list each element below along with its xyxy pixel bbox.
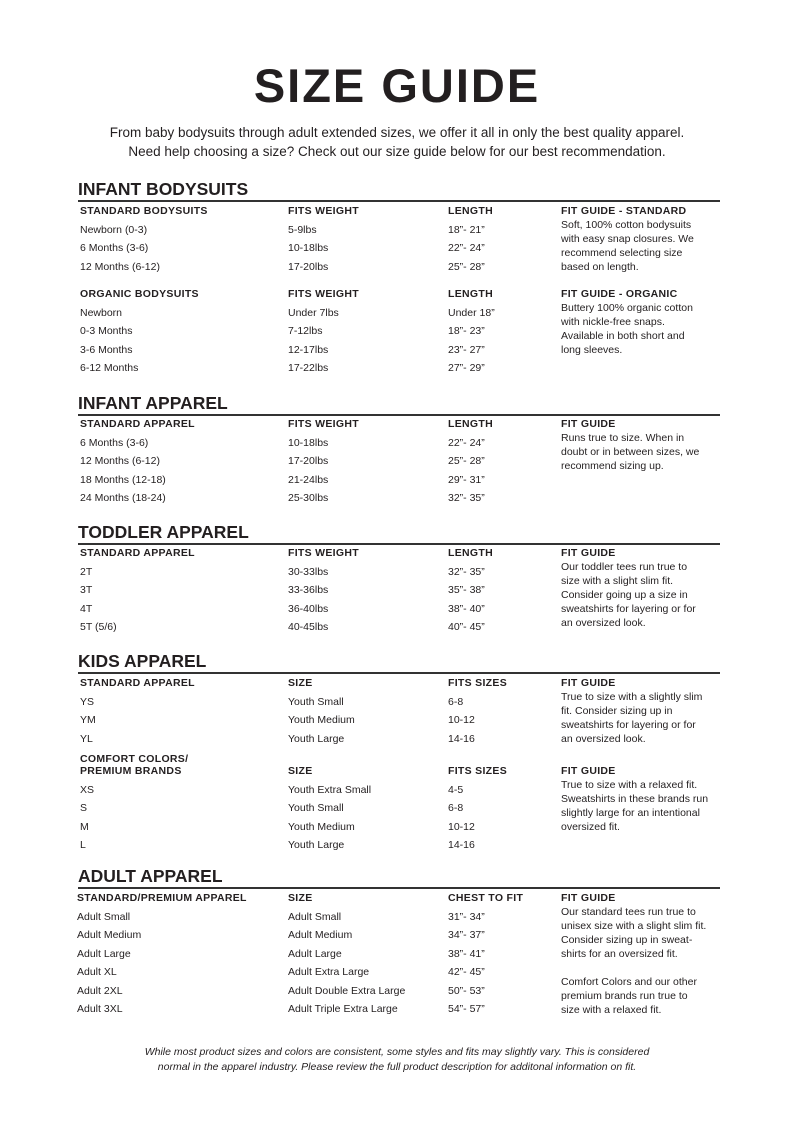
- footer-note-line-2: normal in the apparel industry. Please review the full product description for additonal information on fit.: [157, 1061, 637, 1073]
- fit-guide-text: shirts for an oversized fit.: [561, 948, 678, 960]
- table-cell: Adult Medium: [77, 929, 142, 941]
- intro-line-1: From baby bodysuits through adult extended sizes, we offer it all in only the best quality apparel.: [109, 125, 685, 140]
- column-header: CHEST TO FIT: [448, 892, 524, 904]
- table-cell: 32”- 35”: [448, 492, 485, 504]
- fit-guide-text: Our standard tees run true to: [561, 906, 696, 918]
- table-cell: Adult XL: [77, 966, 117, 978]
- table-cell: Under 7lbs: [288, 306, 339, 319]
- table-cell: 50”- 53”: [448, 984, 485, 997]
- table-cell: 25”- 28”: [448, 455, 485, 467]
- column-header: STANDARD APPAREL: [80, 547, 195, 559]
- table-cell: Youth Medium: [288, 820, 355, 833]
- section-divider: [78, 414, 720, 416]
- fit-guide-text: Soft, 100% cotton bodysuits: [561, 219, 692, 231]
- table-cell: 18”- 21”: [448, 223, 485, 236]
- table-cell: Adult Double Extra Large: [288, 984, 406, 997]
- table-cell: 40-45lbs: [288, 621, 329, 633]
- table-cell: Newborn (0-3): [80, 223, 148, 236]
- table-cell: 36-40lbs: [288, 602, 329, 615]
- column-header: SIZE: [288, 892, 313, 904]
- section-divider: [78, 672, 720, 674]
- fit-guide-text: recommend sizing up.: [561, 460, 664, 472]
- table-cell: 3T: [80, 584, 93, 596]
- table-cell: 54”- 57”: [448, 1003, 485, 1015]
- table-cell: 17-20lbs: [288, 455, 329, 467]
- table-cell: 18 Months (12-18): [80, 473, 166, 486]
- table-cell: 10-12: [448, 714, 475, 726]
- table-cell: 40”- 45”: [448, 621, 485, 633]
- fit-guide-text: sweatshirts for layering or for: [561, 719, 696, 731]
- table-cell: Youth Large: [288, 839, 345, 851]
- column-header: FIT GUIDE - STANDARD: [561, 205, 687, 217]
- column-header: FITS WEIGHT: [288, 205, 359, 217]
- table-cell: Under 18”: [448, 306, 495, 319]
- column-header: FIT GUIDE: [561, 547, 616, 559]
- fit-guide-text: an oversized look.: [561, 733, 646, 745]
- table-cell: Adult Small: [77, 910, 131, 923]
- table-cell: 6-8: [448, 695, 464, 708]
- table-cell: 42”- 45”: [448, 966, 485, 978]
- section-divider: [78, 543, 720, 545]
- table-cell: XS: [80, 783, 95, 796]
- table-cell: 14-16: [448, 839, 475, 851]
- table-cell: Youth Medium: [288, 714, 355, 726]
- table-cell: 33-36lbs: [288, 584, 329, 596]
- column-header: LENGTH: [448, 547, 493, 559]
- table-cell: 22”- 24”: [448, 242, 485, 254]
- table-cell: 24 Months (18-24): [80, 492, 166, 504]
- column-header: FITS WEIGHT: [288, 547, 359, 559]
- table-cell: YM: [80, 714, 96, 726]
- table-cell: 7-12lbs: [288, 325, 323, 337]
- table-cell: YS: [80, 695, 95, 708]
- table-cell: 12 Months (6-12): [80, 260, 160, 273]
- table-cell: 34”- 37”: [448, 929, 485, 941]
- fit-guide-text: size with a relaxed fit.: [561, 1004, 662, 1016]
- section-title-adult-apparel: ADULT APPAREL: [78, 866, 223, 886]
- fit-guide-text: with easy snap closures. We: [561, 233, 694, 245]
- table-cell: Adult Large: [288, 947, 342, 960]
- column-header: ORGANIC BODYSUITS: [80, 288, 199, 300]
- column-header: FITS WEIGHT: [288, 418, 359, 430]
- section-title-toddler-apparel: TODDLER APPAREL: [78, 522, 249, 542]
- fit-guide-text: premium brands run true to: [561, 990, 688, 1002]
- table-cell: 31”- 34”: [448, 910, 485, 923]
- table-cell: 6 Months (3-6): [80, 242, 149, 254]
- fit-guide-text: Available in both short and: [561, 330, 685, 342]
- column-header: STANDARD/PREMIUM APPAREL: [77, 892, 247, 904]
- intro-line-2: Need help choosing a size? Check out our size guide below for our best recommendation.: [128, 144, 666, 159]
- table-cell: 6 Months (3-6): [80, 436, 149, 449]
- table-cell: Youth Extra Small: [288, 783, 372, 796]
- column-header: FITS SIZES: [448, 765, 508, 777]
- table-cell: 29”- 31”: [448, 473, 485, 486]
- table-cell: 10-18lbs: [288, 242, 329, 254]
- fit-guide-text: Consider going up a size in: [561, 589, 688, 601]
- table-cell: 0-3 Months: [80, 325, 133, 337]
- table-cell: M: [80, 820, 89, 833]
- table-cell: S: [80, 802, 88, 814]
- section-title-kids-apparel: KIDS APPAREL: [78, 651, 207, 671]
- fit-guide-text: long sleeves.: [561, 344, 623, 356]
- column-header: FIT GUIDE: [561, 765, 616, 777]
- column-header: SIZE: [288, 765, 313, 777]
- table-cell: L: [80, 839, 86, 851]
- fit-guide-text: Consider sizing up in sweat-: [561, 934, 693, 946]
- table-cell: 17-22lbs: [288, 362, 329, 374]
- table-cell: 14-16: [448, 732, 475, 745]
- table-cell: Adult Small: [288, 910, 342, 923]
- table-cell: Newborn: [80, 306, 123, 319]
- table-cell: 27”- 29”: [448, 362, 485, 374]
- section-title-infant-apparel: INFANT APPAREL: [78, 393, 228, 413]
- table-cell: 5T (5/6): [80, 621, 117, 633]
- table-cell: 12 Months (6-12): [80, 455, 160, 467]
- table-cell: 6-8: [448, 802, 464, 814]
- fit-guide-text: True to size with a slightly slim: [561, 691, 703, 703]
- column-header: LENGTH: [448, 288, 493, 300]
- column-header: FITS WEIGHT: [288, 288, 359, 300]
- table-cell: 17-20lbs: [288, 260, 329, 273]
- column-header: FIT GUIDE: [561, 677, 616, 689]
- table-cell: 2T: [80, 565, 93, 578]
- table-cell: Adult Extra Large: [288, 966, 370, 978]
- table-cell: 18”- 23”: [448, 325, 485, 337]
- column-header: STANDARD BODYSUITS: [80, 205, 208, 217]
- fit-guide-text: fit. Consider sizing up in: [561, 705, 673, 717]
- table-cell: Adult Triple Extra Large: [288, 1003, 398, 1015]
- footer-note-line-1: While most product sizes and colors are consistent, some styles and fits may slightly vary. This is considered: [144, 1046, 650, 1058]
- table-cell: 25-30lbs: [288, 492, 329, 504]
- table-cell: 22”- 24”: [448, 436, 485, 449]
- column-header: LENGTH: [448, 205, 493, 217]
- table-cell: 10-18lbs: [288, 436, 329, 449]
- table-cell: 23”- 27”: [448, 343, 485, 356]
- table-cell: Adult Medium: [288, 929, 353, 941]
- section-divider: [78, 200, 720, 202]
- table-cell: 4T: [80, 602, 93, 615]
- column-header: FIT GUIDE: [561, 892, 616, 904]
- fit-guide-text: based on length.: [561, 261, 639, 273]
- column-header: FITS SIZES: [448, 677, 508, 689]
- fit-guide-text: sweatshirts for layering or for: [561, 603, 696, 615]
- fit-guide-text: with nickle-free snaps.: [561, 316, 665, 328]
- table-cell: 30-33lbs: [288, 565, 329, 578]
- table-cell: 35”- 38”: [448, 584, 485, 596]
- table-cell: 38”- 40”: [448, 602, 485, 615]
- column-header: LENGTH: [448, 418, 493, 430]
- fit-guide-text: doubt or in between sizes, we: [561, 446, 700, 458]
- column-header: STANDARD APPAREL: [80, 418, 195, 430]
- table-cell: 12-17lbs: [288, 343, 329, 356]
- fit-guide-text: an oversized look.: [561, 617, 646, 629]
- section-divider: [78, 887, 720, 889]
- table-cell: 5-9lbs: [288, 223, 317, 236]
- section-title-infant-bodysuits: INFANT BODYSUITS: [78, 179, 249, 199]
- table-cell: Youth Large: [288, 732, 345, 745]
- fit-guide-text: recommend selecting size: [561, 247, 683, 259]
- fit-guide-text: Buttery 100% organic cotton: [561, 302, 693, 314]
- table-cell: 21-24lbs: [288, 473, 329, 486]
- table-cell: YL: [80, 732, 93, 745]
- column-header: COMFORT COLORS/ PREMIUM BRANDS: [80, 753, 189, 777]
- column-header: FIT GUIDE: [561, 418, 616, 430]
- page-title: SIZE GUIDE: [253, 59, 541, 112]
- table-cell: 10-12: [448, 820, 475, 833]
- column-header: FIT GUIDE - ORGANIC: [561, 288, 678, 300]
- table-cell: Adult 3XL: [77, 1003, 123, 1015]
- table-cell: 6-12 Months: [80, 362, 139, 374]
- fit-guide-text: Comfort Colors and our other: [561, 976, 697, 988]
- table-cell: Adult Large: [77, 947, 131, 960]
- table-cell: 4-5: [448, 783, 464, 796]
- table-cell: 25”- 28”: [448, 260, 485, 273]
- fit-guide-text: size with a slight slim fit.: [561, 575, 674, 587]
- table-cell: Adult 2XL: [77, 984, 123, 997]
- column-header: STANDARD APPAREL: [80, 677, 195, 689]
- column-header: SIZE: [288, 677, 313, 689]
- fit-guide-text: oversized fit.: [561, 821, 620, 833]
- table-cell: 38”- 41”: [448, 947, 485, 960]
- fit-guide-text: Runs true to size. When in: [561, 432, 685, 444]
- table-cell: 32”- 35”: [448, 565, 485, 578]
- table-cell: Youth Small: [288, 695, 344, 708]
- fit-guide-text: slightly large for an intentional: [561, 807, 700, 819]
- table-cell: 3-6 Months: [80, 343, 133, 356]
- table-cell: Youth Small: [288, 802, 344, 814]
- fit-guide-text: Our toddler tees run true to: [561, 561, 688, 573]
- fit-guide-text: True to size with a relaxed fit.: [561, 779, 698, 791]
- fit-guide-text: unisex size with a slight slim fit.: [561, 920, 707, 932]
- fit-guide-text: Sweatshirts in these brands run: [561, 793, 709, 805]
